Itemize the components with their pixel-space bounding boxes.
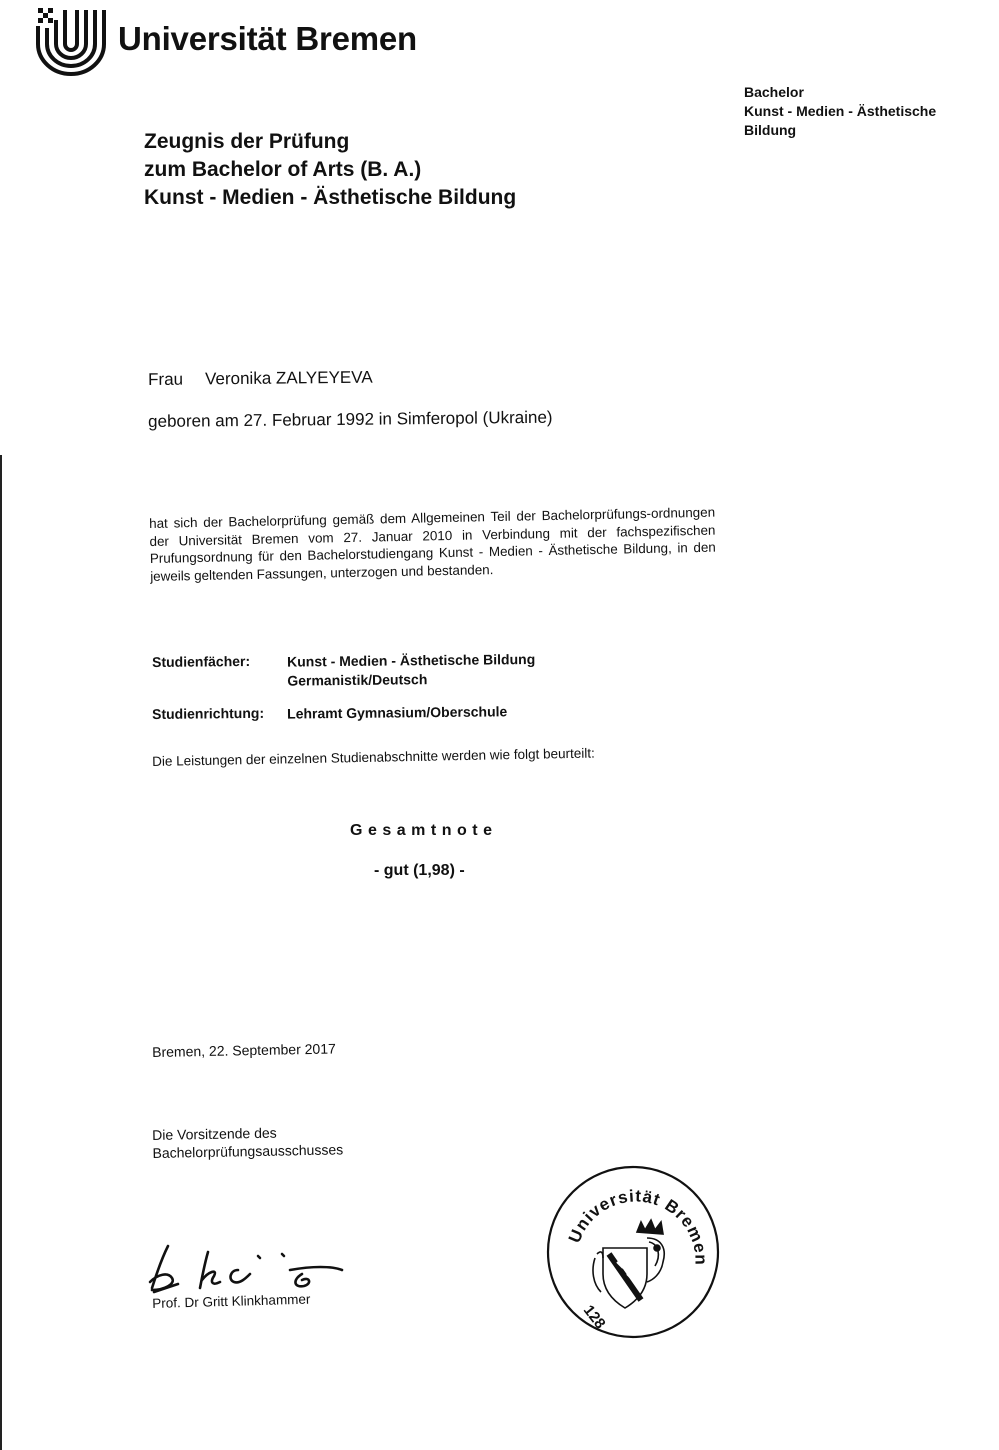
degree-note [744, 83, 936, 140]
title-line-3: Kunst - Medien - Ästhetische Bildung [144, 186, 517, 209]
document-title [144, 128, 516, 212]
chair-line-1: Die Vorsitzende des [152, 1124, 277, 1143]
degree-note-line: Bildung [744, 122, 797, 138]
subjects-values [287, 650, 536, 691]
svg-text:Universität Bremen [565, 1186, 711, 1265]
recipient-name: Veronika ZALYEYEVA [204, 367, 373, 389]
subject-item: Germanistik/Deutsch [287, 671, 428, 689]
university-seal-icon [543, 1162, 723, 1342]
title-line-2: zum Bachelor of Arts (B. A.) [144, 158, 422, 181]
salutation: Frau [148, 369, 184, 389]
overall-grade-label: Gesamtnote [350, 822, 498, 839]
study-direction-row [152, 700, 712, 728]
birth-info: geboren am 27. Februar 1992 in Simferopol (Ukraine) [148, 407, 553, 431]
university-name: Universität Bremen [118, 20, 418, 57]
signer-name: Prof. Dr Gritt Klinkhammer [152, 1291, 311, 1311]
seal-text: Universität Bremen [564, 1186, 711, 1266]
degree-note-line: Kunst - Medien - Ästhetische [744, 103, 937, 119]
exam-statement: hat sich der Bachelorprüfung gemäß dem Allgemeinen Teil der Bachelorprüfungs-ordnungen der Universität Bremen vom 27. Januar 2010 in Verbindung mit der fachspezifischen Prufungsordnung für den Bachelorstudiengang Kunst - Medien - Ästhetische Bildung, in den jeweils geltenden Fassungen, unterzogen und bestanden. [149, 504, 716, 584]
study-direction-label: Studienrichtung: [152, 704, 265, 722]
seal-number: 128 [579, 1301, 609, 1333]
subject-item: Kunst - Medien - Ästhetische Bildung [287, 650, 536, 670]
page-edge-line [0, 455, 2, 1450]
study-direction-value: Lehramt Gymnasium/Oberschule [287, 703, 508, 722]
recipient-line [148, 368, 373, 390]
university-logo-icon [34, 6, 108, 76]
assessment-intro: Die Leistungen der einzelnen Studienabschnitte werden wie folgt beurteilt: [152, 745, 596, 769]
committee-chair [152, 1122, 343, 1162]
overall-grade-value: - gut (1,98) - [374, 862, 465, 879]
subjects-row [152, 648, 712, 694]
chair-line-2: Bachelorprüfungsausschusses [152, 1141, 344, 1161]
title-line-1: Zeugnis der Prüfung [144, 130, 350, 153]
degree-note-line: Bachelor [744, 84, 804, 100]
subjects-label: Studienfächer: [152, 652, 251, 670]
place-date: Bremen, 22. September 2017 [152, 1040, 336, 1060]
